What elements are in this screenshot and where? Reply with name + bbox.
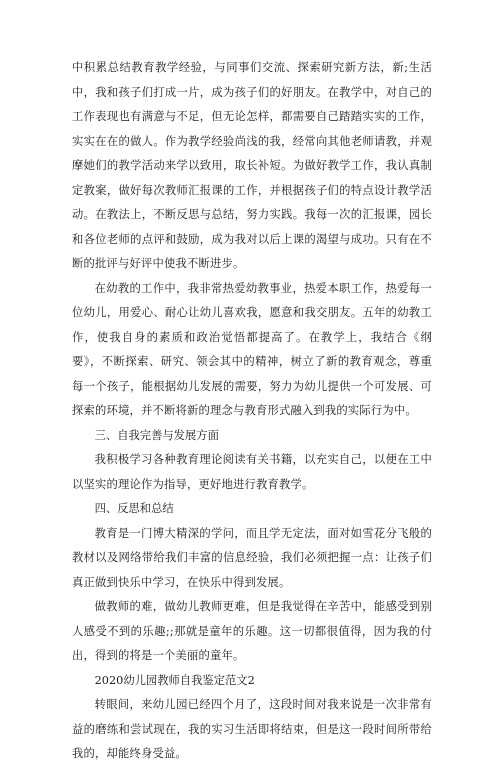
section-heading: 四、反思和总结	[94, 502, 174, 515]
body-paragraph: 教育是一门博大精深的学问，而且学无定法，面对如雪花分飞般的教材以及网络带给我们丰富的信息经验，我们必须把握一点：让孩子们真正做到快乐中学习，在快乐中得到发展。	[72, 526, 432, 589]
document-page	[72, 56, 432, 767]
body-paragraph: 在幼教的工作中，我非常热爱幼教事业，热爱本职工作，热爱每一位幼儿，用爱心、耐心让幼儿喜欢我，愿意和我交朋友。五年的幼教工作，使我自身的素质和政治觉悟都提高了。在教学上，我结合《纲要》，不断探索、研究、领会其中的精神，树立了新的教育观念，尊重每一个孩子，能根据幼儿发展的需要，努力为幼儿提供一个可发展、可探索的环境，并不断将新的理念与教育形式融入到我的实际行为中。	[72, 281, 432, 417]
body-paragraph: 我积极学习各种教育理论阅读有关书籍，以充实自己，以便在工中以坚实的理论作为指导，更好地进行教育教学。	[72, 453, 432, 491]
body-paragraph: 做教师的难，做幼儿教师更难，但是我觉得在辛苦中，能感受到别人感受不到的乐趣;;那就是童年的乐趣。这一切都很值得，因为我的付出，得到的将是一个美丽的童年。	[72, 600, 432, 662]
body-paragraph: 中积累总结教育教学经验，与同事们交流、探索研究新方法，新;生活中，我和孩子们打成一片，成为孩子们的好朋友。在教学中，对自己的工作表现也有满意与不足，但无论怎样，都需要自己踏踏实实的工作，实实在在的做人。作为教学经验尚浅的我，经常向其他老师请教，并观摩她们的教学活动来学以致用，取长补短。为做好教学工作，我认真制定教案，做好每次教师汇报课的工作，并根据孩子们的特点设计教学活动。在教法上，不断反思与总结，努力实践。我每一次的汇报课，园长和各位老师的点评和鼓励，成为我对以后上课的渴望与成功。只有在不断的批评与好评中使我不断进步。	[72, 61, 432, 270]
section-heading: 三、自我完善与发展方面	[94, 428, 219, 442]
document-subtitle: 2020幼儿园教师自我鉴定范文2	[94, 673, 255, 687]
body-paragraph: 转眼间，来幼儿园已经四个月了，这段时间对我来说是一次非常有益的磨练和尝试现在，我的实习生活即将结束，但是这一段时间所带给我的，却能终身受益。	[72, 698, 432, 760]
